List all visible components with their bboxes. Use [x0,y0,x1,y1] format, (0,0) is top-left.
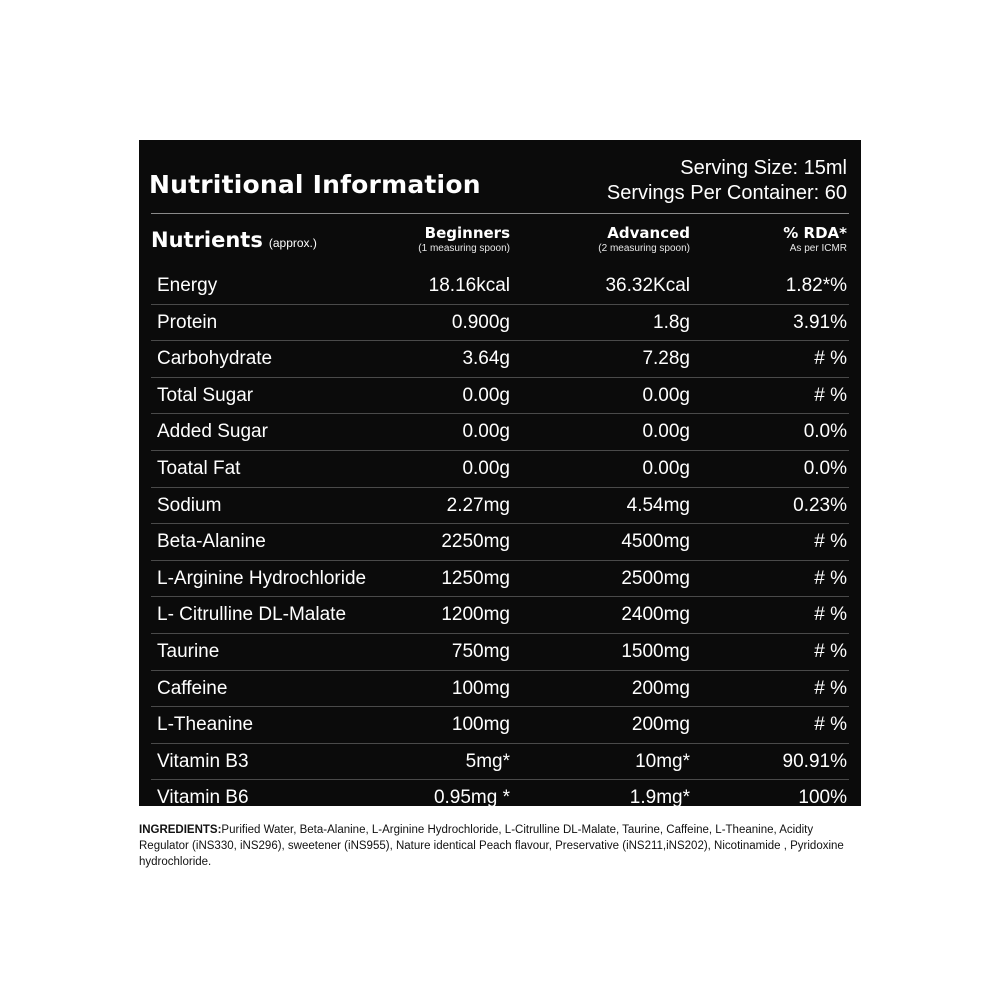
rda-value: 0.0% [803,457,847,479]
nutrient-name: Added Sugar [157,421,268,443]
table-row [151,488,849,525]
rda-value: 0.23% [793,494,847,516]
advanced-value: 4.54mg [626,494,690,516]
serving-info [607,156,847,206]
nutrient-name: Vitamin B3 [157,750,249,772]
table-row [151,634,849,671]
rda-value: # % [814,604,847,626]
ingredients-label: INGREDIENTS: [139,824,222,836]
rda-sublabel: As per ICMR [789,243,847,254]
beginners-value: 2.27mg [446,494,510,516]
nutrient-name: L-Theanine [157,714,254,736]
advanced-value: 200mg [631,677,690,699]
table-row [151,305,849,342]
rda-value: # % [814,677,847,699]
advanced-value: 36.32Kcal [605,275,690,296]
nutrient-name: Beta-Alanine [157,531,266,553]
rda-value: 100% [798,787,847,809]
table-row [151,780,849,816]
rda-value: # % [814,714,847,736]
rda-value: 0.0% [803,421,847,443]
beginners-value: 100mg [451,677,510,699]
advanced-label: Advanced [607,224,690,242]
table-row [151,707,849,744]
rda-value: # % [814,348,847,370]
nutrients-label: Nutrients [151,228,263,252]
nutrient-name: Sodium [157,494,222,516]
table-row [151,341,849,378]
advanced-value: 0.00g [642,457,690,479]
rda-column-header [727,224,847,264]
beginners-value: 18.16kcal [428,275,510,296]
advanced-sublabel: (2 measuring spoon) [598,243,690,254]
nutrient-name: L-Arginine Hydrochloride [157,567,367,589]
advanced-value: 1500mg [621,640,690,662]
approx-label: (approx.) [268,236,317,250]
beginners-column-header [370,224,510,264]
advanced-value: 7.28g [642,348,690,370]
advanced-column-header [550,224,690,264]
beginners-value: 2250mg [441,531,510,553]
advanced-value: 0.00g [642,421,690,443]
servings-per-container: Servings Per Container: 60 [606,182,847,204]
beginners-value: 100mg [451,714,510,736]
beginners-value: 0.00g [462,384,510,406]
panel-title: Nutritional Information [149,170,481,199]
advanced-value: 10mg* [635,750,690,772]
table-row [151,378,849,415]
nutrition-panel [139,140,861,809]
rda-value: # % [814,531,847,553]
beginners-value: 1200mg [441,604,510,626]
nutrient-name: Taurine [157,640,220,662]
table-row [151,451,849,488]
advanced-value: 200mg [631,714,690,736]
table-row [151,414,849,451]
nutrient-name: Protein [157,311,218,333]
rda-value: # % [814,567,847,589]
table-row [151,524,849,561]
advanced-value: 2400mg [621,604,690,626]
ingredients-list: Purified Water, Beta-Alanine, L-Arginine Hydrochloride, L-Citrulline DL-Malate, Taurine, Caffeine, L-Theanine, Acidity Regulator (iNS330, iNS296), sweetener (iNS955), Nature identical Peach flavour, Preservative (iNS211,iNS202), Nicotinamide , Pyridoxine hydrochloride. [139,824,844,868]
rda-label: % RDA* [783,224,847,242]
nutrient-rows [151,268,849,816]
beginners-value: 0.00g [462,457,510,479]
advanced-value: 0.00g [642,384,690,406]
beginners-value: 0.00g [462,421,510,443]
nutrient-name: Total Sugar [157,384,254,406]
table-row [151,671,849,708]
rda-value: 1.82*% [785,275,847,296]
ingredients-text [139,822,861,870]
nutrients-column-header [151,228,317,268]
table-row [151,561,849,598]
beginners-sublabel: (1 measuring spoon) [418,243,510,254]
beginners-value: 3.64g [462,348,510,370]
advanced-value: 1.9mg* [629,787,690,809]
beginners-value: 1250mg [441,567,510,589]
table-row [151,597,849,634]
advanced-value: 4500mg [621,531,690,553]
beginners-value: 0.900g [451,311,510,333]
nutrient-name: Carbohydrate [157,348,273,370]
beginners-value: 750mg [451,640,510,662]
nutrient-name: Caffeine [157,677,228,699]
table-row [151,268,849,305]
beginners-value: 5mg* [465,750,510,772]
nutrient-name: Energy [157,275,218,296]
beginners-value: 0.95mg * [433,787,510,809]
advanced-value: 2500mg [621,567,690,589]
rda-value: 90.91% [782,750,847,772]
nutrient-name: Toatal Fat [157,457,241,479]
nutrient-name: L- Citrulline DL-Malate [157,604,347,626]
nutrient-name: Vitamin B6 [157,787,249,809]
rda-value: 3.91% [793,311,847,333]
serving-size: Serving Size: 15ml [680,157,847,179]
advanced-value: 1.8g [653,311,690,333]
beginners-label: Beginners [424,224,510,242]
rda-value: # % [814,640,847,662]
rda-value: # % [814,384,847,406]
table-row [151,744,849,781]
header-divider [151,213,849,214]
